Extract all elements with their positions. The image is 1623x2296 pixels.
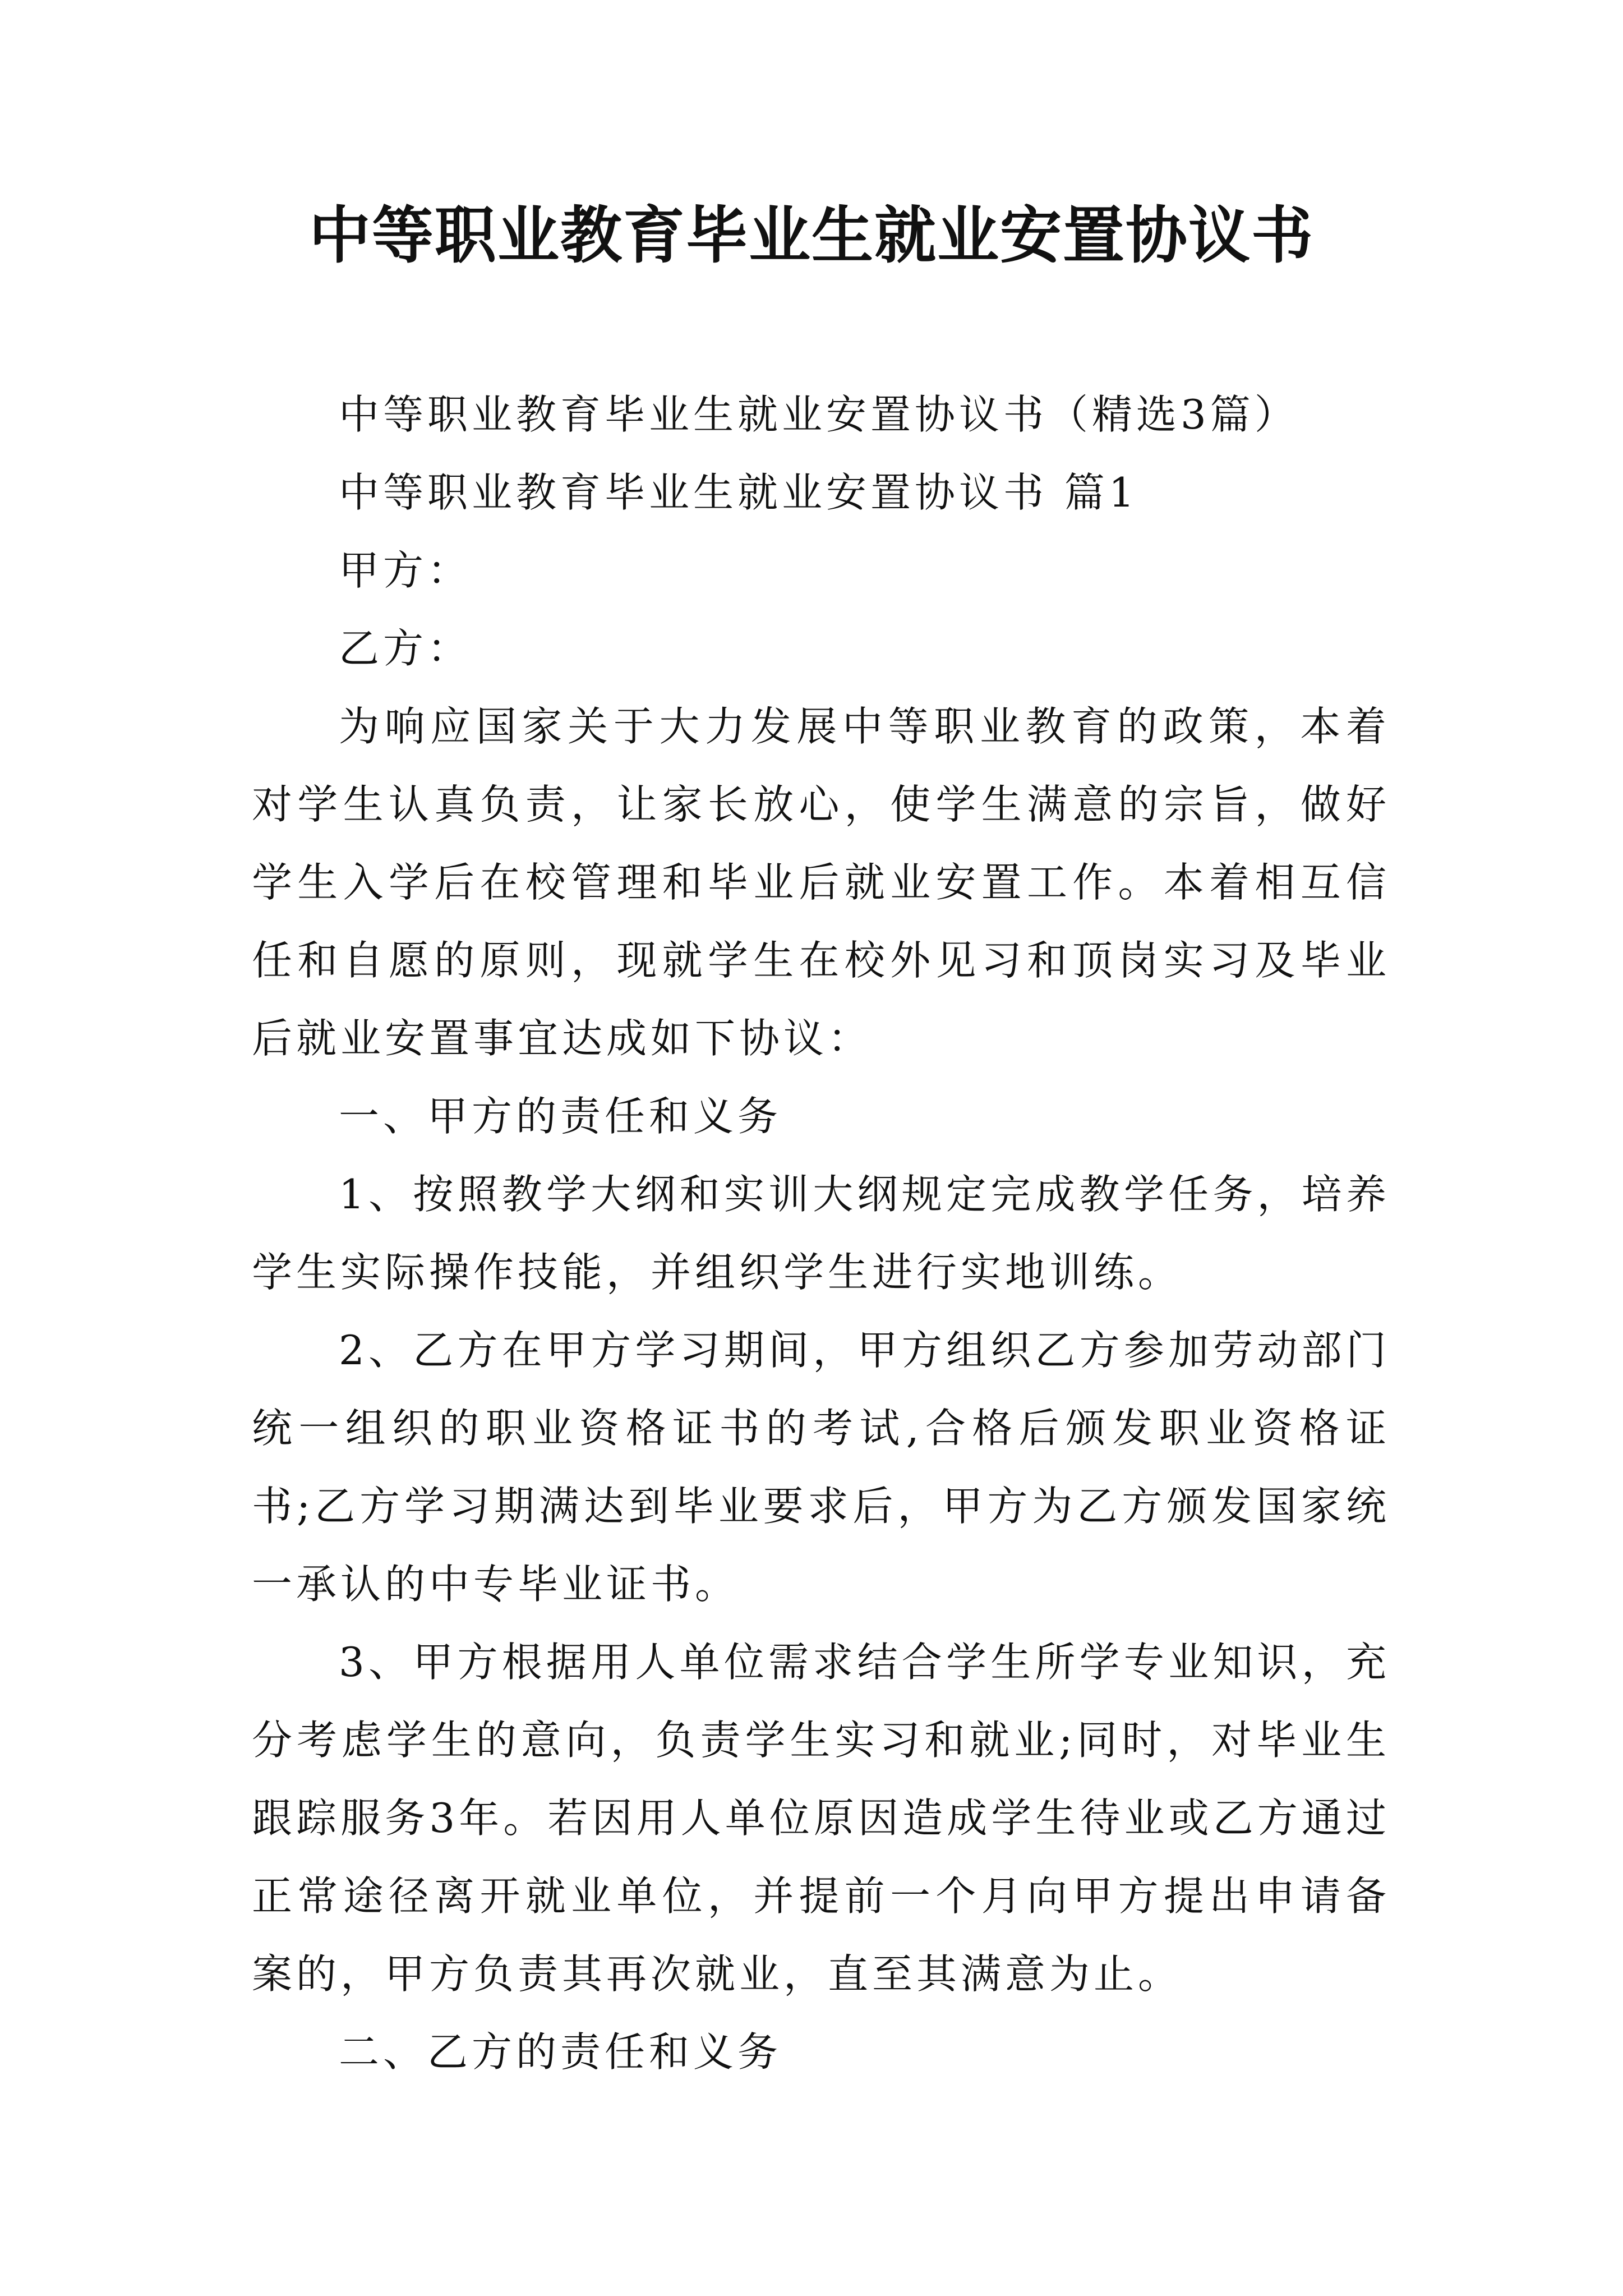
paragraph-part-heading: 中等职业教育毕业生就业安置协议书 篇1 xyxy=(339,469,1138,516)
paragraph-clause-1: 1、按照教学大纲和实训大纲规定完成教学任务，培养学生实际操作技能，并组织学生进行实地训练。 xyxy=(252,1171,1390,1296)
paragraph-section-one-heading: 一、甲方的责任和义务 xyxy=(339,1093,782,1140)
paragraph-section-two-heading: 二、乙方的责任和义务 xyxy=(339,2028,782,2076)
paragraph-preamble: 为响应国家关于大力发展中等职业教育的政策，本着对学生认真负责，让家长放心，使学生满意的宗旨，做好学生入学后在校管理和毕业后就业安置工作。本着相互信任和自愿的原则，现就学生在校外见习和顶岗实习及毕业后就业安置事宜达成如下协议： xyxy=(252,703,1390,1062)
document-title: 中等职业教育毕业生就业安置协议书 xyxy=(309,199,1314,272)
paragraph-clause-3: 3、甲方根据用人单位需求结合学生所学专业知识，充分考虑学生的意向，负责学生实习和就业;同时，对毕业生跟踪服务3年。若因用人单位原因造成学生待业或乙方通过正常途径离开就业单位，并提前一个月向甲方提出申请备案的，甲方负责其再次就业，直至其满意为止。 xyxy=(252,1639,1390,1998)
paragraph-subtitle: 中等职业教育毕业生就业安置协议书（精选3篇） xyxy=(339,391,1299,438)
paragraph-clause-2: 2、乙方在甲方学习期间，甲方组织乙方参加劳动部门统一组织的职业资格证书的考试,合格后颁发职业资格证书;乙方学习期满达到毕业要求后，甲方为乙方颁发国家统一承认的中专毕业证书。 xyxy=(252,1327,1390,1608)
paragraph-party-b: 乙方： xyxy=(339,625,472,672)
paragraph-party-a: 甲方： xyxy=(339,547,472,594)
